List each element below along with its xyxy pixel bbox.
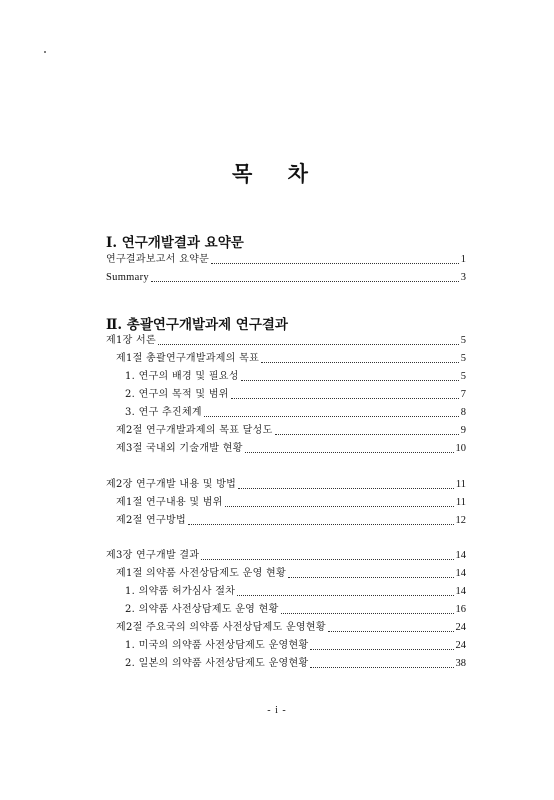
toc-entry (106, 253, 466, 267)
toc-entry-label: 제1절 연구내용 및 범위 (116, 497, 223, 508)
toc-entry-label: 2. 일본의 의약품 사전상담제도 운영현황 (125, 658, 309, 669)
toc-chapter (106, 478, 466, 492)
toc-entry-page: 14 (455, 586, 466, 597)
toc-entry-label: 3. 연구 추진체계 (125, 407, 202, 418)
toc-entry-label: 2. 연구의 목적 및 범위 (125, 389, 229, 400)
leader-dots (225, 505, 454, 507)
toc-chapter (106, 549, 466, 563)
leader-dots (281, 612, 454, 614)
toc-entry (125, 603, 466, 617)
toc-entry-page: 10 (455, 443, 466, 454)
toc-entry-page: 5 (460, 335, 466, 346)
toc-chapter (106, 334, 466, 348)
leader-dots (261, 361, 459, 363)
toc-entry-page: 16 (455, 604, 466, 615)
toc-entry-label: 2. 의약품 사전상담제도 운영 현황 (125, 604, 279, 615)
leader-dots (211, 262, 459, 264)
toc-entry-page: 3 (460, 272, 466, 283)
toc-entry-label: 제1장 서론 (106, 335, 156, 346)
leader-dots (201, 558, 453, 560)
section-heading-2: Ⅱ. 총괄연구개발과제 연구결과 (106, 317, 288, 333)
toc-entry (116, 514, 466, 528)
leader-dots (231, 397, 459, 399)
toc-entry-page: 11 (455, 497, 466, 508)
leader-dots (245, 451, 454, 453)
toc-entry-page: 7 (460, 389, 466, 400)
toc-entry-page: 12 (455, 515, 466, 526)
toc-entry-page: 1 (460, 254, 466, 265)
toc-entry (116, 567, 466, 581)
toc-entry-label: 제3절 국내외 기술개발 현황 (116, 443, 243, 454)
toc-entry-page: 5 (460, 371, 466, 382)
toc-entry (125, 406, 466, 420)
toc-entry-label: 1. 의약품 허가심사 절차 (125, 586, 236, 597)
toc-entry-page: 9 (460, 425, 466, 436)
leader-dots (310, 648, 453, 650)
leader-dots (188, 523, 454, 525)
toc-entry-page: 24 (455, 622, 466, 633)
leader-dots (275, 433, 459, 435)
toc-entry-page: 5 (460, 353, 466, 364)
toc-entry (125, 388, 466, 402)
toc-entry-label: Summary (106, 272, 149, 283)
toc-entry (116, 424, 466, 438)
toc-entry (125, 639, 466, 653)
toc-entry-label: 제2절 연구개발과제의 목표 달성도 (116, 425, 273, 436)
toc-entry-label: 1. 미국의 의약품 사전상담제도 운영현황 (125, 640, 309, 651)
toc-entry (116, 442, 466, 456)
leader-dots (237, 594, 453, 596)
page-title: 목 차 (232, 161, 322, 186)
toc-entry (125, 370, 466, 384)
toc-entry-label: 제3장 연구개발 결과 (106, 550, 200, 561)
leader-dots (241, 379, 459, 381)
leader-dots (238, 487, 454, 489)
toc-entry-label: 연구결과보고서 요약문 (106, 254, 210, 265)
leader-dots (310, 666, 453, 668)
page-number-footer: - i - (267, 705, 287, 716)
toc-entry-page: 11 (455, 479, 466, 490)
toc-entry-page: 8 (460, 407, 466, 418)
leader-dots (288, 576, 454, 578)
toc-entry-page: 14 (455, 568, 466, 579)
toc-entry-page: 14 (455, 550, 466, 561)
scan-speck (44, 51, 46, 53)
leader-dots (158, 343, 459, 345)
toc-entry (116, 352, 466, 366)
toc-entry-label: 1. 연구의 배경 및 필요성 (125, 371, 239, 382)
toc-entry-page: 24 (455, 640, 466, 651)
leader-dots (151, 280, 459, 282)
toc-entry-label: 제1절 총괄연구개발과제의 목표 (116, 353, 260, 364)
toc-entry (116, 621, 466, 635)
toc-entry (125, 657, 466, 671)
toc-entry (125, 585, 466, 599)
leader-dots (204, 415, 459, 417)
leader-dots (328, 630, 454, 632)
toc-entry-label: 제2절 연구방법 (116, 515, 186, 526)
toc-entry (106, 271, 466, 285)
section-heading-1: Ⅰ. 연구개발결과 요약문 (106, 235, 244, 251)
toc-entry-label: 제2장 연구개발 내용 및 방법 (106, 479, 237, 490)
toc-entry-label: 제1절 의약품 사전상담제도 운영 현황 (116, 568, 286, 579)
toc-entry-label: 제2절 주요국의 의약품 사전상담제도 운영현황 (116, 622, 326, 633)
toc-entry (116, 496, 466, 510)
toc-entry-page: 38 (455, 658, 466, 669)
